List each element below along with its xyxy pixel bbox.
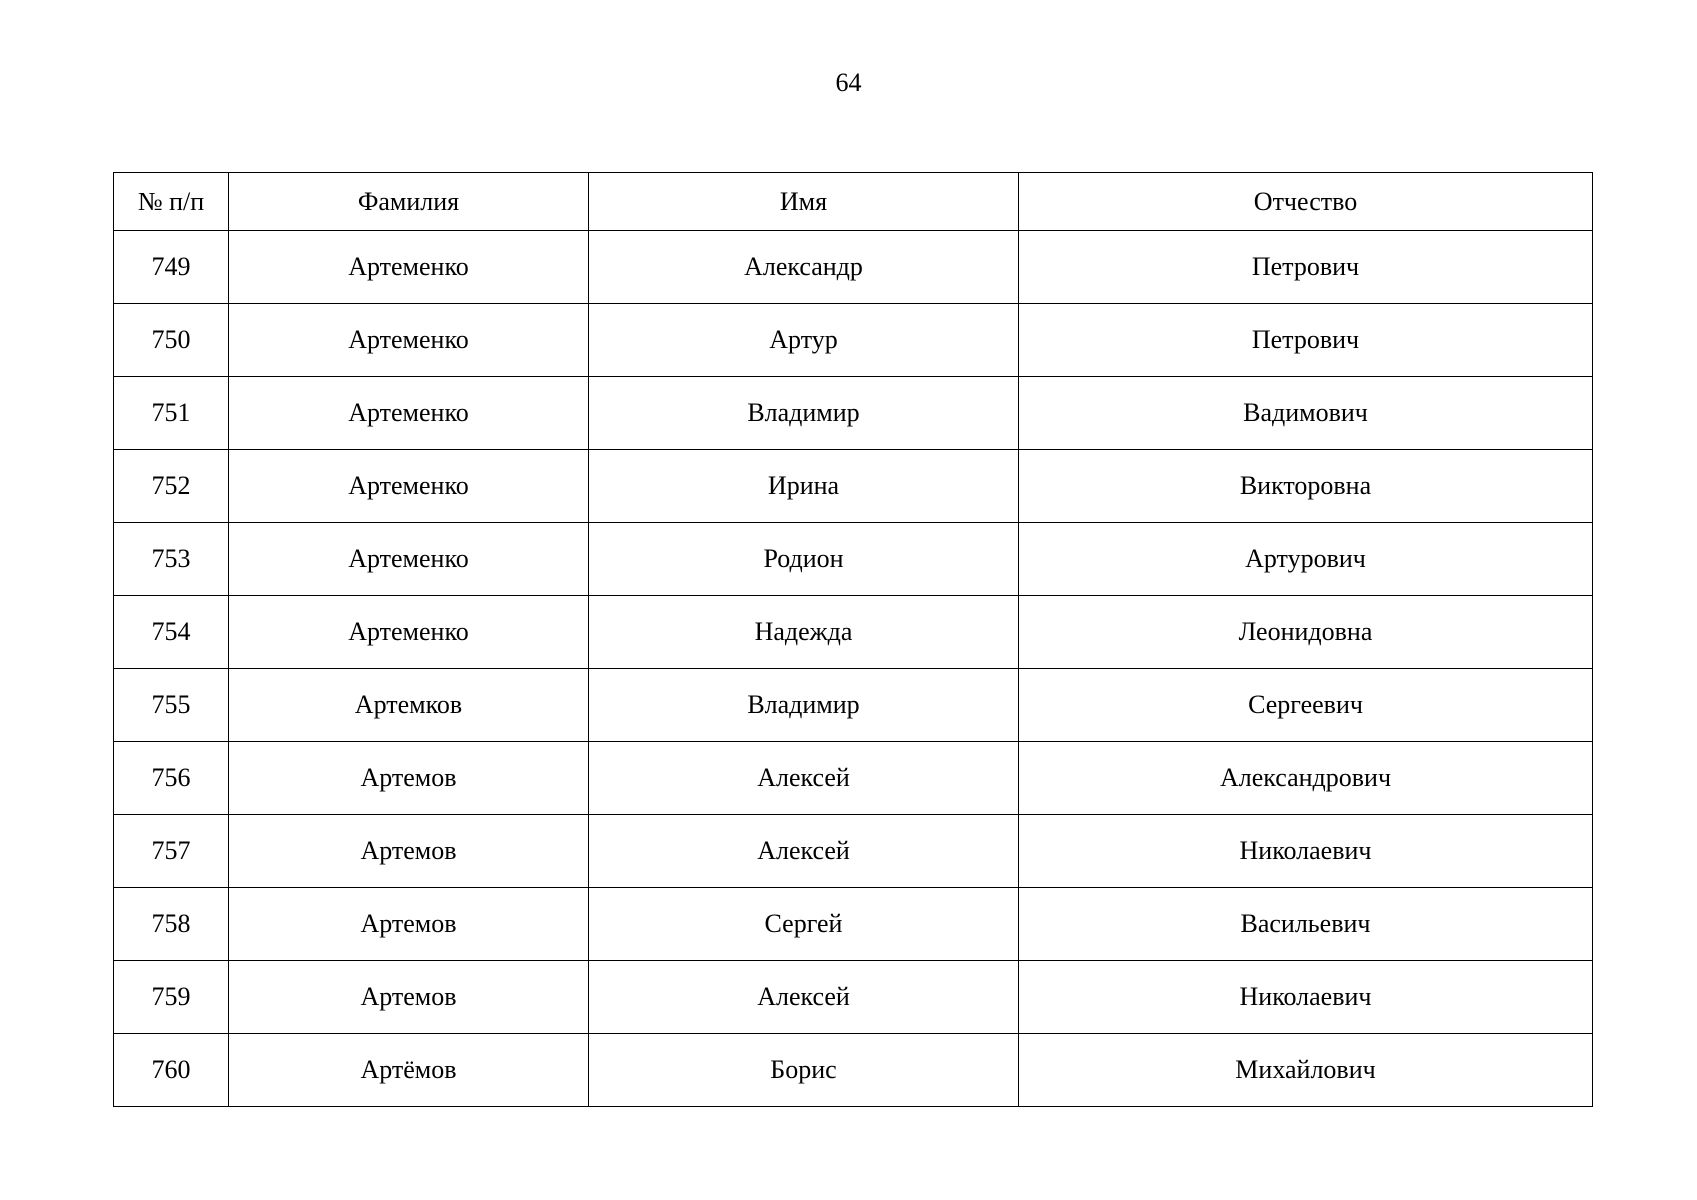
page-number: 64 — [835, 68, 862, 97]
cell-number: 757 — [114, 815, 229, 888]
table-row — [114, 231, 1593, 304]
cell-surname: Артемов — [229, 961, 589, 1034]
cell-surname: Артеменко — [229, 523, 589, 596]
table-row — [114, 1034, 1593, 1107]
cell-name: Сергей — [589, 888, 1019, 961]
header-name: Имя — [589, 173, 1019, 231]
cell-surname: Артёмов — [229, 1034, 589, 1107]
cell-surname: Артемов — [229, 815, 589, 888]
table-row — [114, 523, 1593, 596]
cell-number: 749 — [114, 231, 229, 304]
cell-patronymic: Петрович — [1019, 304, 1593, 377]
table-row — [114, 450, 1593, 523]
cell-name: Алексей — [589, 815, 1019, 888]
cell-name: Алексей — [589, 961, 1019, 1034]
table-row — [114, 742, 1593, 815]
cell-surname: Артемков — [229, 669, 589, 742]
cell-name: Борис — [589, 1034, 1019, 1107]
header-number: № п/п — [114, 173, 229, 231]
cell-patronymic: Сергеевич — [1019, 669, 1593, 742]
cell-name: Родион — [589, 523, 1019, 596]
cell-number: 758 — [114, 888, 229, 961]
cell-patronymic: Артурович — [1019, 523, 1593, 596]
cell-number: 759 — [114, 961, 229, 1034]
table-row — [114, 377, 1593, 450]
cell-number: 756 — [114, 742, 229, 815]
cell-surname: Артемов — [229, 888, 589, 961]
cell-patronymic: Вадимович — [1019, 377, 1593, 450]
table-row — [114, 304, 1593, 377]
cell-number: 755 — [114, 669, 229, 742]
table-row — [114, 961, 1593, 1034]
cell-name: Александр — [589, 231, 1019, 304]
header-surname: Фамилия — [229, 173, 589, 231]
cell-surname: Артемов — [229, 742, 589, 815]
cell-patronymic: Михайлович — [1019, 1034, 1593, 1107]
table-row — [114, 815, 1593, 888]
cell-number: 753 — [114, 523, 229, 596]
header-patronymic: Отчество — [1019, 173, 1593, 231]
cell-name: Владимир — [589, 669, 1019, 742]
cell-patronymic: Викторовна — [1019, 450, 1593, 523]
cell-surname: Артеменко — [229, 450, 589, 523]
cell-name: Ирина — [589, 450, 1019, 523]
cell-surname: Артеменко — [229, 377, 589, 450]
cell-number: 754 — [114, 596, 229, 669]
cell-patronymic: Петрович — [1019, 231, 1593, 304]
cell-name: Алексей — [589, 742, 1019, 815]
cell-name: Надежда — [589, 596, 1019, 669]
cell-number: 751 — [114, 377, 229, 450]
table-row — [114, 888, 1593, 961]
cell-surname: Артеменко — [229, 304, 589, 377]
names-table — [113, 172, 1593, 1107]
cell-name: Владимир — [589, 377, 1019, 450]
cell-number: 760 — [114, 1034, 229, 1107]
cell-patronymic: Леонидовна — [1019, 596, 1593, 669]
table-row — [114, 669, 1593, 742]
table-header-row — [114, 173, 1593, 231]
cell-number: 752 — [114, 450, 229, 523]
cell-surname: Артеменко — [229, 596, 589, 669]
table-row — [114, 596, 1593, 669]
cell-patronymic: Николаевич — [1019, 815, 1593, 888]
cell-patronymic: Александрович — [1019, 742, 1593, 815]
cell-patronymic: Васильевич — [1019, 888, 1593, 961]
cell-surname: Артеменко — [229, 231, 589, 304]
cell-name: Артур — [589, 304, 1019, 377]
cell-number: 750 — [114, 304, 229, 377]
cell-patronymic: Николаевич — [1019, 961, 1593, 1034]
